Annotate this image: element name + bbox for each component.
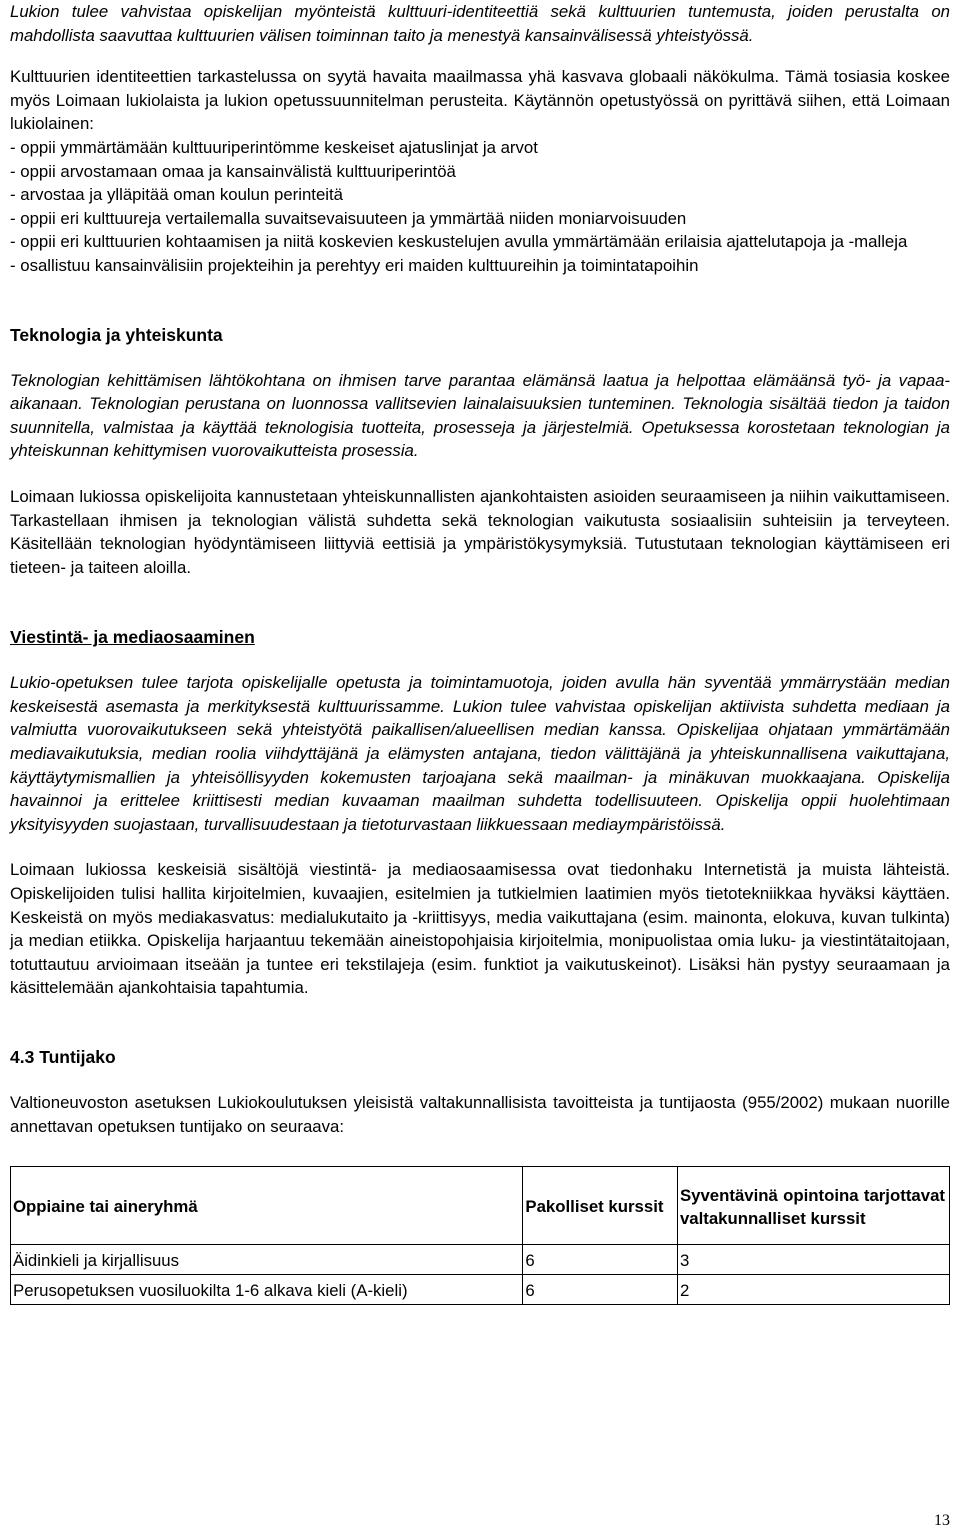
table-header-cell: Pakolliset kurssit [523, 1167, 678, 1245]
intro-bullet-list [10, 136, 950, 278]
list-item: - oppii eri kulttuureja vertailemalla suvaitsevaisuuteen ja ymmärtää niiden moniarvoisuuden [10, 208, 687, 228]
table-cell: Äidinkieli ja kirjallisuus [11, 1245, 523, 1275]
list-item: - oppii arvostamaan omaa ja kansainvälistä kulttuuriperintöä [10, 161, 456, 181]
list-item: - osallistuu kansainvälisiin projekteihin ja perehtyy eri maiden kulttuureihin ja toimintatapoihin [10, 255, 699, 275]
table-cell: 3 [677, 1245, 949, 1275]
list-item: - oppii eri kulttuurien kohtaamisen ja niitä koskevien keskustelujen avulla ymmärtämään erilaisia ajattelutapoja ja -malleja [10, 232, 908, 252]
list-item: - arvostaa ja ylläpitää oman koulun perinteitä [10, 185, 344, 205]
list-item: - oppii ymmärtämään kulttuuriperintömme keskeiset ajatuslinjat ja arvot [10, 137, 538, 157]
table-cell: 2 [677, 1275, 949, 1305]
section-heading-media: Viestintä- ja mediaosaaminen [10, 627, 255, 648]
media-paragraph-2: Loimaan lukiossa keskeisiä sisältöjä viestintä- ja mediaosaamisessa ovat tiedonhaku Internetistä ja muista lähteistä. Opiskelijoiden tulisi hallita kirjoitelmien, kuvaajien, esitelmien ja tutkielmien laatimien myös tietotekniikkaa hyväksi käyttäen. Keskeistä on myös mediakasvatus: medialukutaito ja -kriittisyys, media vaikuttajana (esim. mainonta, elokuva, kuvan tulkinta) ja median etiikka. Opiskelija harjaantuu tekemään aineistopohjaisia kirjoitelmia, monipuolistaa omia luku- ja viestintätaitojaan, totuttautuu arvioimaan itseään ja tuntee eri tekstilajeja (esim. funktiot ja vaikutuskeinot). Lisäksi hän pystyy seuraamaan ja käsittelemään ajankohtaisia tapahtumia. [10, 860, 950, 998]
page-number: 13 [934, 1512, 950, 1529]
media-paragraph-1: Lukio-opetuksen tulee tarjota opiskelijalle opetusta ja toimintamuotoja, joiden avulla hän syventää ymmärrystään median keskeisestä asemasta ja merkityksestä kulttuurissamme. Lukion tulee vahvistaa opiskelijan aktiivista suhdetta mediaan ja valmiutta vuorovaikutukseen sekä yhteistyötä paikallisen/alueellisen median kanssa. Opiskelijaa ohjataan ymmärtämään mediavaikutuksia, median roolia viihdyttäjänä ja elämysten antajana, tiedon välittäjänä ja yhteiskunnallisena vaikuttajana, käyttäytymismallien ja yhteisöllisyyden kokemusten tarjoajana sekä maailman- ja minäkuvan muokkaajana. Opiskelija havainnoi ja erittelee kriittisesti median kuvaaman maailman suhdetta todellisuuteen. Opiskelija oppii huolehtimaan yksityisyyden suojastaan, turvallisuudestaan ja tietoturvastaan liikkuessaan mediaympäristöissä. [10, 673, 950, 834]
section-heading-tuntijako: 4.3 Tuntijako [10, 1047, 116, 1067]
intro-paragraph-2: Kulttuurien identiteettien tarkastelussa on syytä havaita maailmassa yhä kasvava globaali näkökulma. Tämä tosiasia koskee myös Loimaan lukiolaista ja lukion opetussuunnitelman perusteita. Käytännön opetustyössä on pyrittävä siihen, että Loimaan lukiolainen: [10, 67, 950, 134]
intro-paragraph: Lukion tulee vahvistaa opiskelijan myönteistä kulttuuri-identiteettiä sekä kulttuurien tuntemusta, joiden perustalta on mahdollista saavuttaa kulttuurien välisen toiminnan taito ja menestyä kansainvälisessä yhteistyössä. [10, 2, 950, 45]
tuntijako-table [10, 1166, 950, 1305]
table-header-cell: Oppiaine tai aineryhmä [11, 1167, 523, 1245]
technology-paragraph-2: Loimaan lukiossa opiskelijoita kannustetaan yhteiskunnallisten ajankohtaisten asioiden seuraamiseen ja niihin vaikuttamiseen. Tarkastellaan ihmisen ja teknologian välistä suhdetta sekä teknologian vaikutusta sosiaalisiin suhteisiin ja terveyteen. Käsitellään teknologian hyödyntämiseen liittyviä eettisiä ja ympäristökysymyksiä. Tutustutaan teknologian käyttämiseen eri tieteen- ja taiteen aloilla. [10, 486, 950, 577]
technology-paragraph-1: Teknologian kehittämisen lähtökohtana on ihmisen tarve parantaa elämänsä laatua ja helpottaa elämäänsä työ- ja vapaa-aikanaan. Teknologian perustana on luonnossa vallitsevien lainalaisuuksien tunteminen. Teknologia sisältää tiedon ja taidon suunnitella, valmistaa ja käyttää teknologisia tuotteita, prosesseja ja järjestelmiä. Opetuksessa korostetaan teknologian ja yhteiskunnan kehittymisen vuorovaikutteista prosessia. [10, 370, 950, 461]
table-cell: 6 [523, 1245, 678, 1275]
table-cell: Perusopetuksen vuosiluokilta 1-6 alkava kieli (A-kieli) [11, 1275, 523, 1305]
table-cell: 6 [523, 1275, 678, 1305]
table-row [11, 1245, 950, 1275]
table-header-cell: Syventävinä opintoina tarjottavat valtakunnalliset kurssit [677, 1167, 949, 1245]
document-page [10, 0, 950, 1305]
table-header-row [11, 1167, 950, 1245]
table-row [11, 1275, 950, 1305]
section-heading-technology: Teknologia ja yhteiskunta [10, 324, 223, 345]
tuntijako-intro: Valtioneuvoston asetuksen Lukiokoulutuksen yleisistä valtakunnallisista tavoitteista ja tuntijaosta (955/2002) mukaan nuorille annettavan opetuksen tuntijako on seuraava: [10, 1093, 950, 1136]
